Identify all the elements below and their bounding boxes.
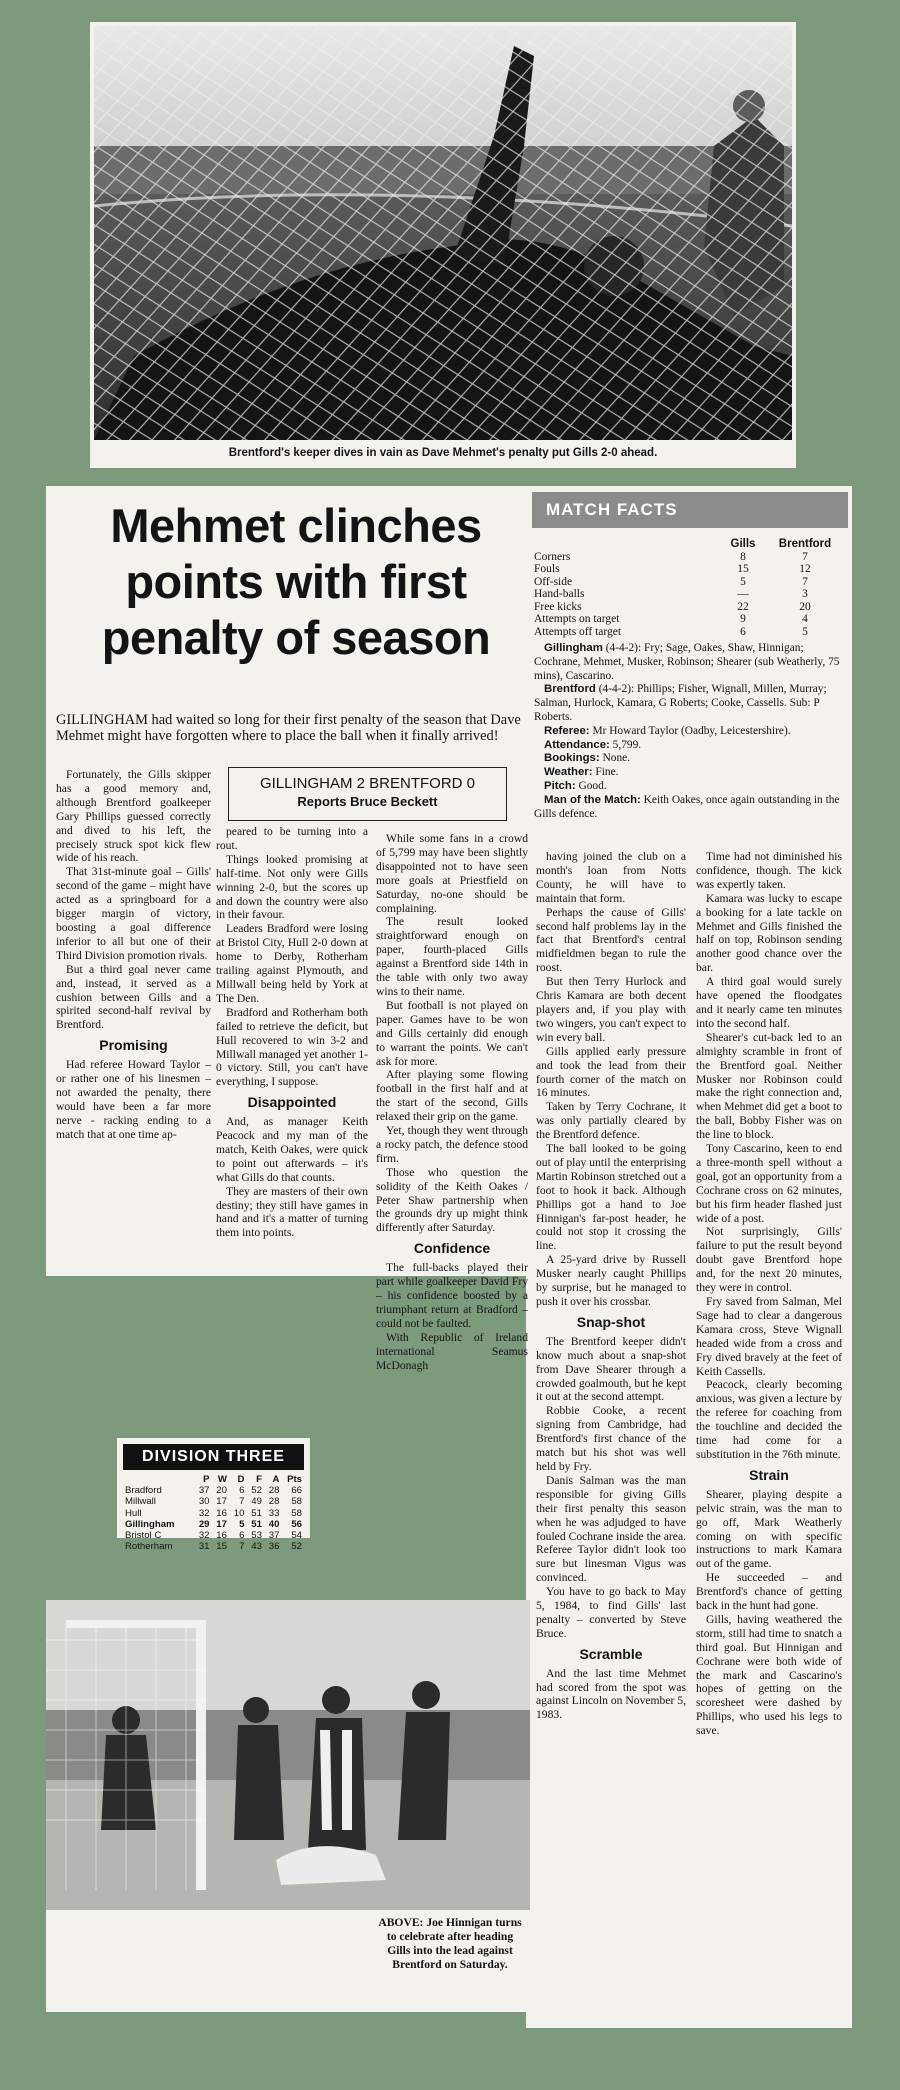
article-paragraph: Gills applied early pressure and took the lead from their fourth corner of the match on 16 minutes. [536, 1044, 686, 1100]
stat-label: Hand-balls [534, 588, 585, 600]
lineup-key: Referee: [544, 724, 590, 737]
lineup-value: Good. [575, 779, 607, 792]
league-value: 54 [291, 1530, 302, 1542]
stat-label: Off-side [534, 575, 573, 588]
score-line: GILLINGHAM 2 BRENTFORD 0 [259, 775, 476, 792]
article-paragraph: Danis Salman was the man responsible for giving Gills their first penalty this season when he was adjudged to have fouled Cochrane inside the area. Referee Taylor didn't look too sure but linesman Vigus was convinced. [536, 1473, 686, 1585]
byline: Reports Bruce Beckett [297, 794, 438, 809]
league-value: 53 [251, 1530, 262, 1542]
league-value: 29 [198, 1518, 210, 1530]
league-value: 58 [291, 1507, 302, 1519]
article-column-1 [56, 768, 211, 1142]
lineup-entry [534, 752, 844, 766]
match-facts-row [534, 613, 844, 626]
lineup-entry [534, 780, 844, 794]
article-paragraph: Those who question the solidity of the Keith Oakes / Peter Shaw partnership when the grounds dry up might think differently after Saturday. [376, 1165, 528, 1235]
league-value: 37 [198, 1485, 210, 1497]
match-facts-row [534, 601, 844, 614]
article-column-4 [536, 850, 686, 1722]
lineup-value: (4-4-2): Fry; Sage, Oakes, Shaw, Hinnigan; Cochrane, Mehmet, Musker, Robinson; Shearer (sub Weatherly, 75 mins), Cascarino. [534, 642, 840, 682]
lineup-key: Brentford [544, 683, 596, 696]
league-head-a: A [272, 1474, 280, 1485]
division-three-title: DIVISION THREE [123, 1444, 304, 1470]
league-value: 56 [291, 1518, 302, 1530]
stat-brentford: 5 [802, 625, 808, 638]
match-facts-header-gills: Gills [730, 538, 756, 550]
article-paragraph: peared to be turning into a rout. [216, 825, 368, 852]
article-paragraph: With Republic of Ireland international Seamus McDonagh [376, 1330, 528, 1372]
league-value: 51 [251, 1518, 262, 1530]
article-column-5 [696, 850, 842, 1738]
league-team: Hull [125, 1507, 142, 1519]
lineup-value: Fine. [592, 766, 619, 779]
league-value: 6 [239, 1485, 245, 1497]
stat-gills: 6 [740, 625, 746, 638]
article-paragraph: And the last time Mehmet had scored from the spot was against Lincoln on November 5, 1983. [536, 1666, 686, 1722]
lineup-entry [534, 642, 844, 683]
league-value: 28 [268, 1485, 280, 1497]
article-paragraph: They are masters of their own destiny; they still have games in hand and it's a matter of turning them into points. [216, 1184, 368, 1240]
stat-brentford: 20 [799, 600, 811, 613]
article-paragraph: Had referee Howard Taylor – or rather one of his linesmen – not awarded the penalty, there would have been a far more nerve - racking ending to a match that at one time ap- [56, 1058, 211, 1141]
league-value: 49 [251, 1496, 262, 1508]
lineup-value: 5,799. [609, 738, 642, 751]
article-paragraph: Peacock, clearly becoming anxious, was given a lecture by the referee for coaching from the touchline and decided the time had come for a substitution in the 76th minute. [696, 1378, 842, 1461]
article-paragraph: having joined the club on a month's loan from Notts County, he will have to maintain that form. [536, 850, 686, 905]
league-row [123, 1496, 304, 1507]
stat-gills: 15 [737, 563, 749, 575]
stat-gills: — [737, 588, 749, 600]
headline-line-2: points with first [125, 555, 467, 608]
league-value: 7 [239, 1496, 245, 1508]
article-paragraph: Robbie Cooke, a recent signing from Cambridge, had Brentford's first chance of the match but his shot was well held by Fry. [536, 1404, 686, 1473]
stat-brentford: 3 [802, 588, 808, 600]
league-value: 15 [216, 1541, 227, 1553]
lineup-value: None. [599, 752, 631, 765]
league-value: 31 [198, 1541, 210, 1553]
lineup-value: Mr Howard Taylor (Oadby, Leicestershire). [589, 724, 791, 737]
league-row [123, 1541, 304, 1552]
article-column-2 [216, 825, 368, 1240]
league-team: Gillingham [125, 1518, 175, 1530]
crosshead: Disappointed [247, 1094, 337, 1111]
article-paragraph: Kamara was lucky to escape a booking for a late tackle on Mehmet and Gills finished the half on top, Robinson sending another good chance over the bar. [696, 891, 842, 975]
article-paragraph: And, as manager Keith Peacock and my man of the match, Keith Oakes, were quick to point out afterwards – it's what Gills do that counts. [216, 1115, 368, 1184]
lineup-entry [534, 739, 844, 753]
league-value: 43 [251, 1541, 262, 1553]
stat-label: Fouls [534, 563, 560, 575]
article-paragraph: Tony Cascarino, keen to end a three-month spell without a goal, got an opportunity from a Cochrane cross on 62 minutes, but his firm header flashed just wide of a post. [696, 1142, 842, 1225]
article-paragraph: You have to go back to May 5, 1984, to find Gills' last penalty – converted by Steve Bruce. [536, 1585, 686, 1640]
goal-celebration-photo [46, 1600, 530, 1910]
league-value: 51 [251, 1507, 262, 1519]
article-paragraph: Things looked promising at half-time. Not only were Gills winning 2-0, but the scores up and down the country were also in their favour. [216, 852, 368, 922]
article-paragraph: The result looked straightforward enough on paper, fourth-placed Gills against a Brentford side 14th in the table with only two away wins to their name. [376, 915, 528, 998]
lineup-key: Bookings: [544, 752, 600, 765]
crosshead: Promising [99, 1037, 168, 1054]
league-value: 16 [216, 1507, 227, 1519]
stat-brentford: 4 [802, 613, 808, 625]
article-paragraph: Not surprisingly, Gills' failure to put the result beyond doubt gave Brentford hope and, for the next 20 minutes, they were in control. [696, 1225, 842, 1295]
league-value: 16 [216, 1530, 227, 1542]
match-facts-row [534, 576, 844, 589]
league-team: Rotherham [125, 1541, 173, 1553]
article-column-3 [376, 832, 528, 1372]
league-table [123, 1474, 304, 1552]
league-value: 28 [268, 1496, 280, 1508]
league-row [123, 1519, 304, 1530]
league-value: 52 [251, 1485, 262, 1497]
league-value: 6 [239, 1530, 245, 1542]
league-team: Bristol C [125, 1530, 162, 1542]
match-facts-row [534, 551, 844, 564]
article-paragraph: Shearer, playing despite a pelvic strain, was the man to go off, Mark Weatherly coming on with specific instructions to mark Kamara out of the game. [696, 1487, 842, 1571]
article-paragraph: Perhaps the cause of Gills' second half problems lay in the fact that Brentford's central midfieldmen began to rule the roost. [536, 905, 686, 975]
league-value: 66 [291, 1485, 302, 1497]
stat-gills: 5 [740, 575, 746, 588]
top-photo-caption: Brentford's keeper dives in vain as Dave Mehmet's penalty put Gills 2-0 ahead. [90, 446, 796, 460]
top-photo [94, 26, 792, 440]
article-paragraph: Leaders Bradford were losing at Bristol City, Hull 2-0 down at home to Derby, Rotherham trailing against Plymouth, and Millwall being held by York at The Den. [216, 922, 368, 1005]
bottom-photo [46, 1600, 530, 1910]
league-value: 5 [239, 1518, 245, 1530]
article-paragraph: But a third goal never came and, instead, it served as a cushion between Gills and a spirited second-half revival by Brentford. [56, 962, 211, 1032]
match-facts-table [534, 538, 844, 638]
article-paragraph: After playing some flowing football in the first half and at the start of the second, Gills relaxed their grip on the game. [376, 1068, 528, 1124]
league-value: 17 [216, 1518, 227, 1530]
headline [46, 498, 546, 666]
lineup-value: (4-4-2): Phillips; Fisher, Wignall, Millen, Murray; Salman, Hurlock, Kamara, G Roberts; Cooke, Cassells. Sub: P Roberts. [534, 683, 827, 723]
top-photo-clipping [90, 22, 796, 468]
lineup-key: Man of the Match: [544, 793, 641, 806]
league-value: 32 [198, 1507, 210, 1519]
article-paragraph: The full-backs played their part while goalkeeper David Fry – his confidence boosted by a triumphant return at Bradford – could not be faulted. [376, 1261, 528, 1330]
match-facts-row [534, 588, 844, 601]
league-team: Millwall [125, 1496, 156, 1508]
match-facts-header-brentford: Brentford [778, 538, 832, 550]
crosshead: Snap-shot [576, 1313, 646, 1330]
article-paragraph: While some fans in a crowd of 5,799 may have been slightly disappointed not to have seen more goals at Priestfield on Saturday, no-one should be complaining. [376, 832, 528, 915]
article-paragraph: Fortunately, the Gills skipper has a good memory and, although Brentford goalkeeper Gary Phillips guessed correctly and dived to his left, the precisely struck spot kick flew wide of his reach. [56, 768, 211, 865]
league-head-f: F [256, 1474, 262, 1485]
article-paragraph: Bradford and Rotherham both failed to retrieve the deficit, but Hull recovered to win 3-2 and Millwall managed yet another 1-0 victory. Still, you can't have everything, I suppose. [216, 1005, 368, 1089]
lineup-key: Attendance: [544, 738, 610, 751]
article-paragraph: The Brentford keeper didn't know much about a snap-shot from Dave Shearer through a crowded goalmouth, but he kept it out at the second attempt. [536, 1334, 686, 1404]
league-value: 40 [268, 1518, 280, 1530]
league-row [123, 1508, 304, 1519]
match-facts-row [534, 626, 844, 639]
stat-gills: 8 [740, 550, 746, 563]
lineup-entry [534, 683, 844, 724]
stat-gills: 22 [737, 600, 749, 613]
headline-line-1: Mehmet clinches [110, 499, 482, 552]
league-value: 32 [198, 1530, 210, 1542]
league-head-d: D [237, 1474, 245, 1485]
bottom-photo-caption: ABOVE: Joe Hinnigan turns to celebrate after heading Gills into the lead against Brentford on Saturday. [376, 1916, 524, 1972]
league-row [123, 1530, 304, 1541]
division-three-clipping [117, 1438, 310, 1553]
stat-brentford: 7 [802, 550, 808, 563]
lineup-value: Keith Oakes, once again outstanding in the Gills defence. [534, 793, 840, 820]
match-facts-lineups [534, 642, 844, 821]
article-paragraph: The ball looked to be going out of play until the enterprising Martin Robinson stretched out a foot to hook it back. Although Phillips got a hand to Joe Hinnigan's far-post header, he could not stop it crossing the line. [536, 1142, 686, 1253]
league-value: 33 [268, 1507, 280, 1519]
league-value: 37 [268, 1530, 280, 1542]
score-box [228, 767, 507, 821]
article-paragraph: Fry saved from Salman, Mel Sage had to clear a dangerous Kamara cross, Steve Wignall headed wide from a cross and Fry dived bravely at the feet of Keith Cassells. [696, 1295, 842, 1378]
crosshead: Confidence [413, 1240, 491, 1257]
article-paragraph: Time had not diminished his confidence, though. The kick was expertly taken. [696, 850, 842, 891]
goalkeeper-dive-photo [94, 26, 792, 440]
headline-line-3: penalty of season [101, 611, 491, 664]
match-facts-header [534, 538, 844, 551]
article-paragraph: But then Terry Hurlock and Chris Kamara are both decent players and, if you play with two wingers, you can't expect to win every ball. [536, 975, 686, 1044]
bottom-photo-clipping [46, 1600, 530, 2012]
league-value: 17 [216, 1496, 227, 1508]
article-paragraph: Gills, having weathered the storm, still had time to snatch a third goal. But Hinnigan and Cochrane were both wide of the mark and Cascarino's hopes of getting on the scoresheet were dashed by Phillips, who used his legs to save. [696, 1612, 842, 1738]
league-value: 58 [291, 1496, 302, 1508]
stat-label: Attempts off target [534, 625, 622, 638]
league-head-p: P [203, 1474, 210, 1485]
match-facts-title: MATCH FACTS [532, 492, 848, 528]
stat-brentford: 12 [799, 563, 811, 575]
lineup-entry [534, 766, 844, 780]
stat-label: Free kicks [534, 600, 582, 613]
league-table-header [123, 1474, 304, 1485]
stat-brentford: 7 [802, 575, 808, 588]
match-facts-row [534, 563, 844, 576]
stat-label: Corners [534, 550, 571, 563]
article-paragraph: Shearer's cut-back led to an almighty scramble in front of the Brentford goal. Neither Musker nor Robinson could make the right connection and, when Mehmet did get a boot to the ball, Bobby Fisher was on the line to block. [696, 1030, 842, 1142]
crosshead: Scramble [579, 1645, 643, 1662]
league-value: 52 [291, 1541, 302, 1553]
article-paragraph: That 31st-minute goal – Gills' second of the game – might have acted as a springboard for a bigger margin of victory, boosting a goal difference inferior to all but one of their Third Division promotion rivals. [56, 865, 211, 962]
lineup-key: Gillingham [544, 642, 603, 654]
intro-paragraph: GILLINGHAM had waited so long for their first penalty of the season that Dave Mehmet might have forgotten where to place the ball when it finally arrived! [56, 712, 521, 744]
lineup-entry [534, 725, 844, 739]
article-paragraph: Taken by Terry Cochrane, it was only partially cleared by the Brentford defence. [536, 1100, 686, 1142]
league-row [123, 1485, 304, 1496]
crosshead: Strain [749, 1466, 789, 1483]
article-paragraph: A 25-yard drive by Russell Musker nearly caught Phillips by surprise, but he managed to push it over his crossbar. [536, 1253, 686, 1308]
article-paragraph: Yet, though they went through a rocky patch, the defence stood firm. [376, 1124, 528, 1165]
stat-label: Attempts on target [534, 613, 620, 625]
lineup-key: Pitch: [544, 779, 576, 792]
league-value: 10 [233, 1507, 245, 1519]
stat-gills: 9 [740, 613, 746, 625]
league-value: 30 [198, 1496, 210, 1508]
league-head-w: W [217, 1474, 227, 1485]
league-value: 20 [216, 1485, 227, 1497]
lineup-key: Weather: [544, 766, 593, 779]
article-paragraph: He succeeded – and Brentford's chance of getting back in the hunt had gone. [696, 1571, 842, 1613]
league-head-pts: Pts [287, 1474, 302, 1485]
article-paragraph: But football is not played on paper. Games have to be won and Gills certainly did enough to warrant the points. We can't ask for more. [376, 998, 528, 1068]
league-value: 7 [239, 1541, 245, 1553]
league-team: Bradford [125, 1485, 162, 1497]
lineup-entry [534, 794, 844, 822]
league-value: 36 [268, 1541, 280, 1553]
article-paragraph: A third goal would surely have opened the floodgates and it nearly came ten minutes into the second half. [696, 975, 842, 1030]
